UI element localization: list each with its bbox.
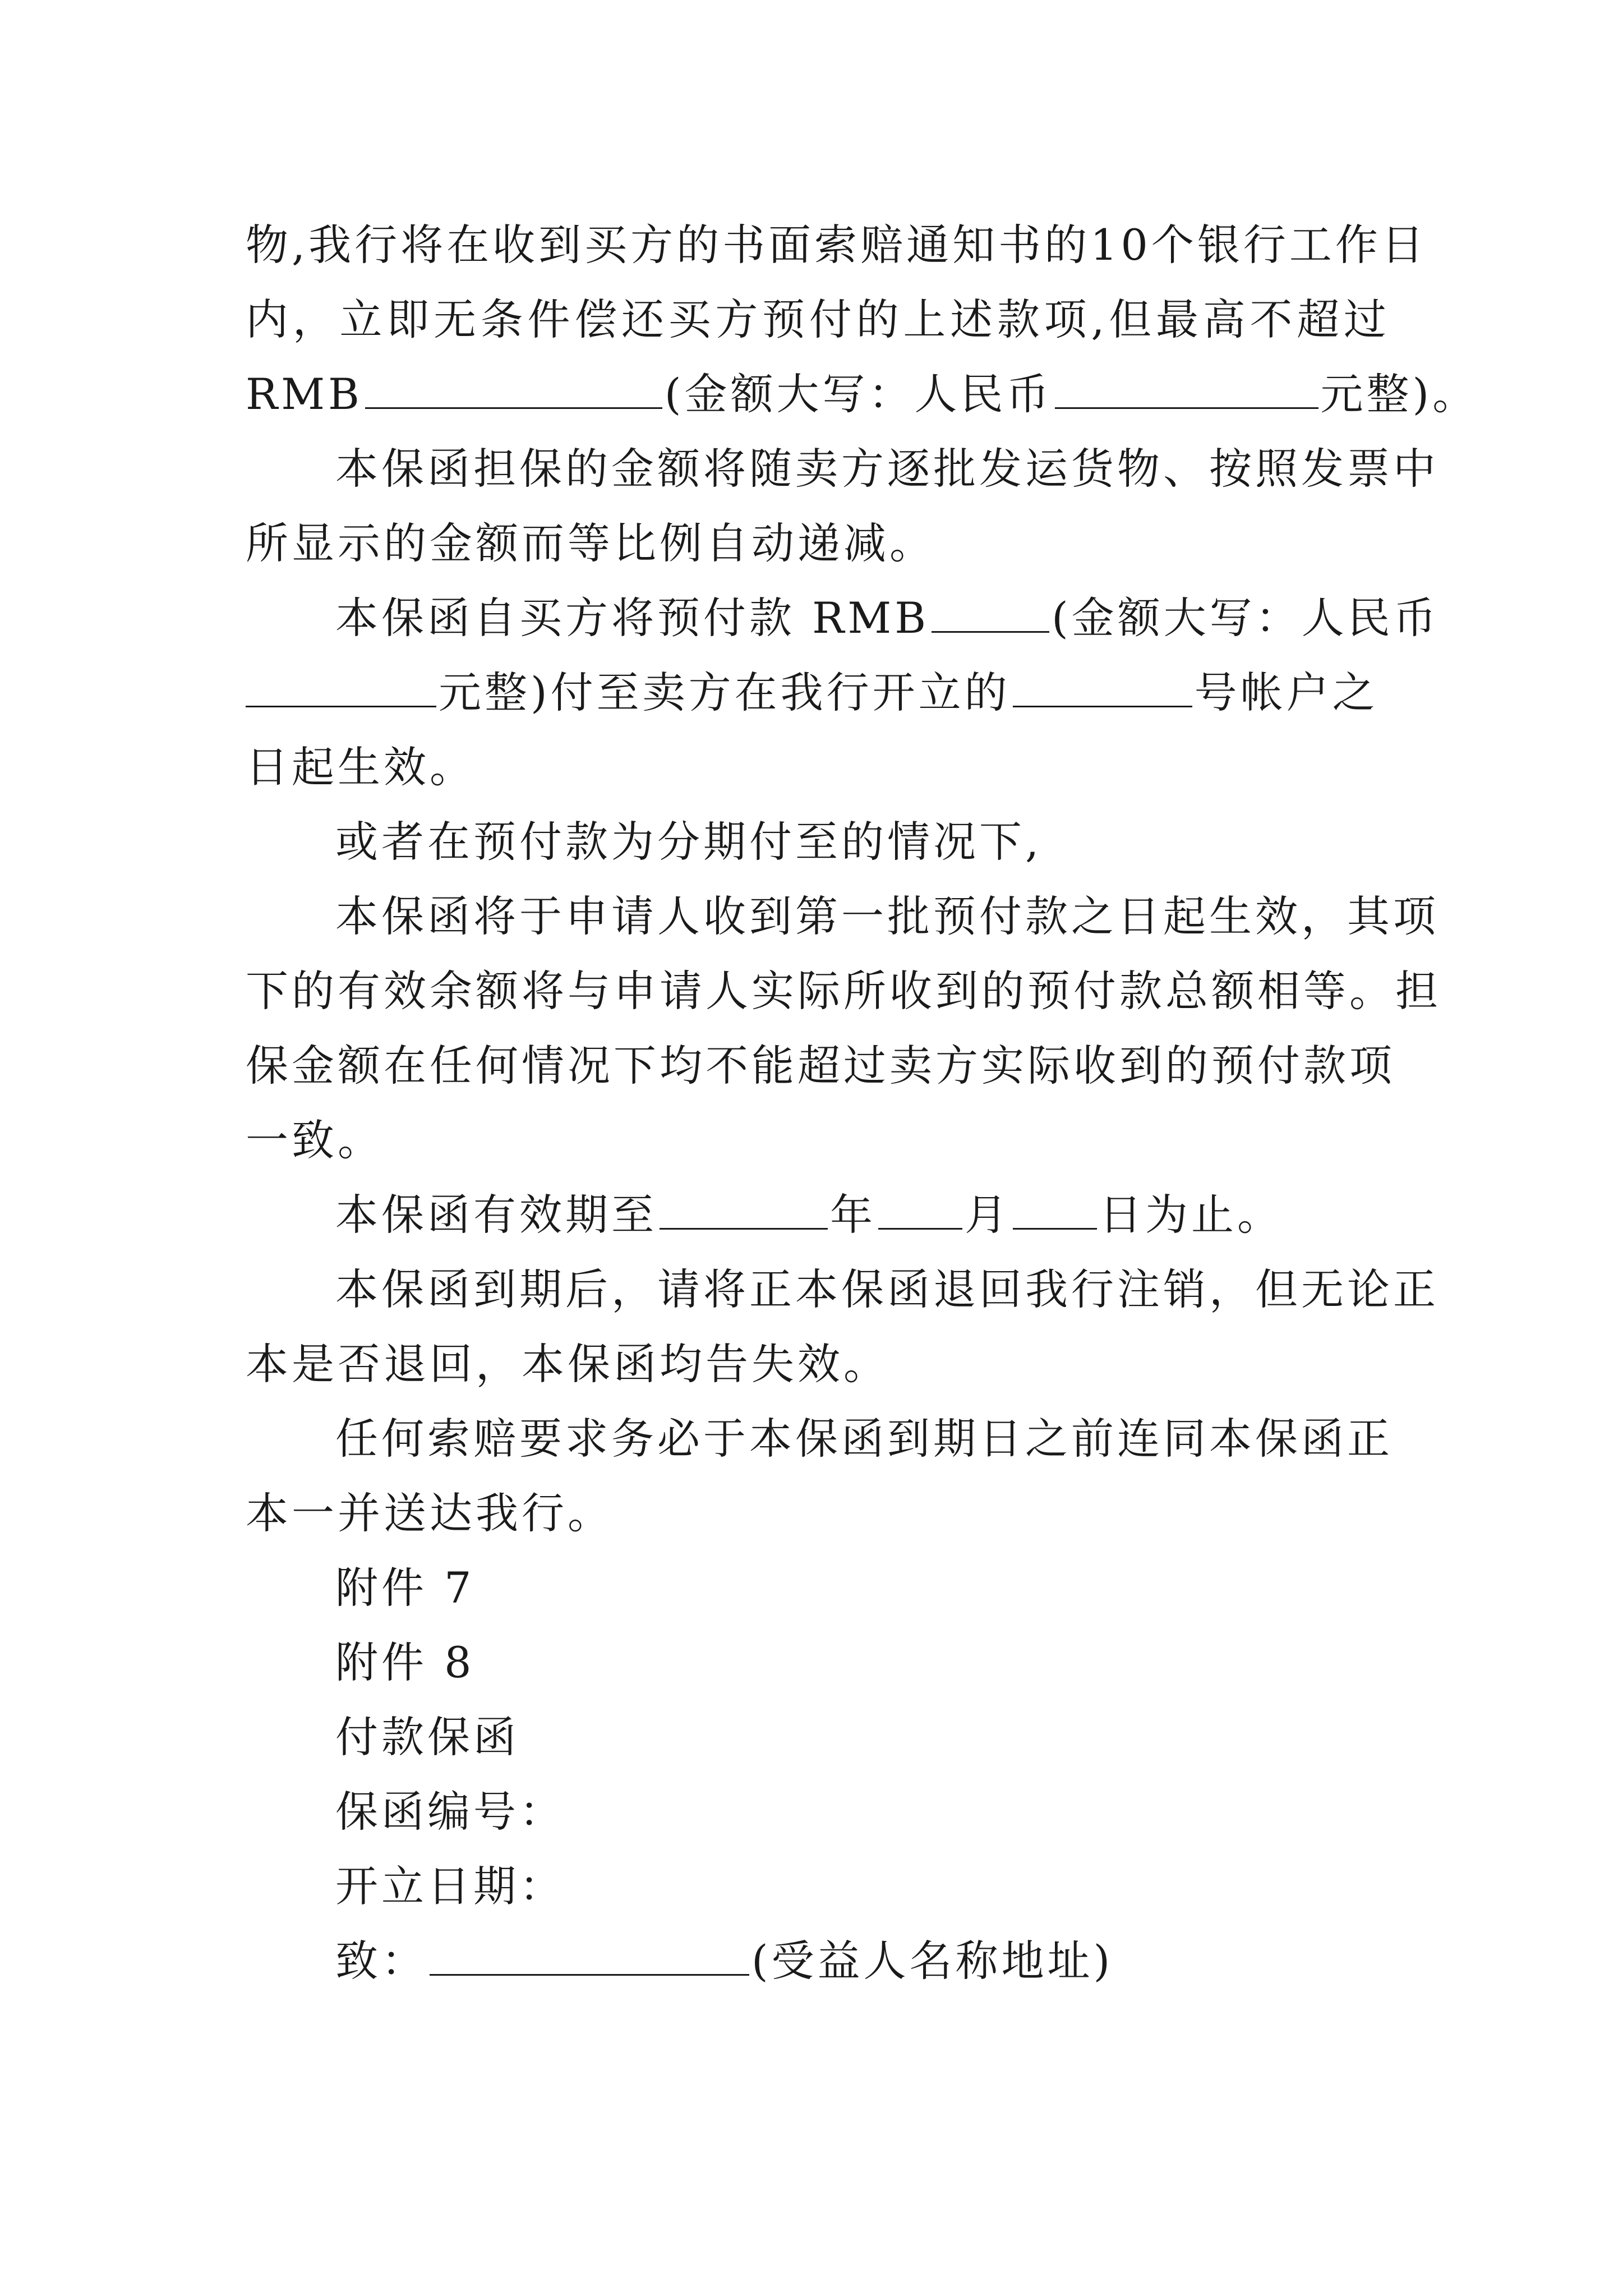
account-number-blank — [1013, 669, 1192, 707]
day-blank — [1013, 1191, 1097, 1230]
guarantee-number-label: 保函编号： — [335, 1787, 565, 1837]
paragraph-line: 所显示的金额而等比例自动递减。 — [246, 518, 935, 568]
paragraph-line: RMB (金额大写：人民币 元整)。 — [246, 369, 1479, 419]
prepayment-amount-blank — [932, 594, 1049, 633]
paragraph-line: 一致。 — [246, 1115, 384, 1165]
paragraph-line: 保金额在任何情况下均不能超过卖方实际收到的预付款项 — [246, 1041, 1395, 1091]
paragraph-line: 内，立即无条件偿还买方预付的上述款项,但最高不超过 — [246, 295, 1390, 344]
attachment-label: 附件 8 — [335, 1637, 475, 1687]
year-blank — [660, 1191, 828, 1230]
beneficiary-line: 致： (受益人名称地址) — [335, 1936, 1114, 1986]
paragraph-line: 任何索赔要求务必于本保函到期日之前连同本保函正 — [335, 1414, 1393, 1464]
paragraph-line: 物,我行将在收到买方的书面索赔通知书的10个银行工作日 — [246, 220, 1427, 270]
issue-date-label: 开立日期： — [335, 1861, 565, 1911]
attachment-label: 附件 7 — [335, 1563, 475, 1613]
paragraph-line: 本是否退回，本保函均告失效。 — [246, 1339, 889, 1389]
paragraph-line: 本保函担保的金额将随卖方逐批发运货物、按照发票中 — [335, 444, 1439, 494]
amount-blank — [365, 370, 662, 409]
paragraph-line: 本保函自买方将预付款 RMB (金额大写：人民币 — [335, 593, 1440, 643]
paragraph-line: 元整)付至卖方在我行开立的 号帐户之 — [246, 662, 1390, 724]
paragraph-line: 本保函有效期至 年 月 日为止。 — [335, 1190, 1283, 1240]
paragraph-line: 本一并送达我行。 — [246, 1488, 614, 1538]
paragraph-line: 本保函将于申请人收到第一批预付款之日起生效，其项 — [335, 891, 1439, 941]
prepayment-words-blank — [246, 669, 436, 707]
paragraph-line: 下的有效余额将与申请人实际所收到的预付款总额相等。担 — [246, 966, 1441, 1016]
section-title: 付款保函 — [335, 1712, 519, 1762]
amount-words-blank — [1055, 370, 1318, 409]
month-blank — [878, 1191, 962, 1230]
paragraph-line: 本保函到期后，请将正本保函退回我行注销，但无论正 — [335, 1264, 1439, 1314]
paragraph-line: 或者在预付款为分期付至的情况下, — [335, 817, 1043, 867]
paragraph-line: 日起生效。 — [246, 742, 476, 792]
beneficiary-blank — [430, 1937, 749, 1976]
